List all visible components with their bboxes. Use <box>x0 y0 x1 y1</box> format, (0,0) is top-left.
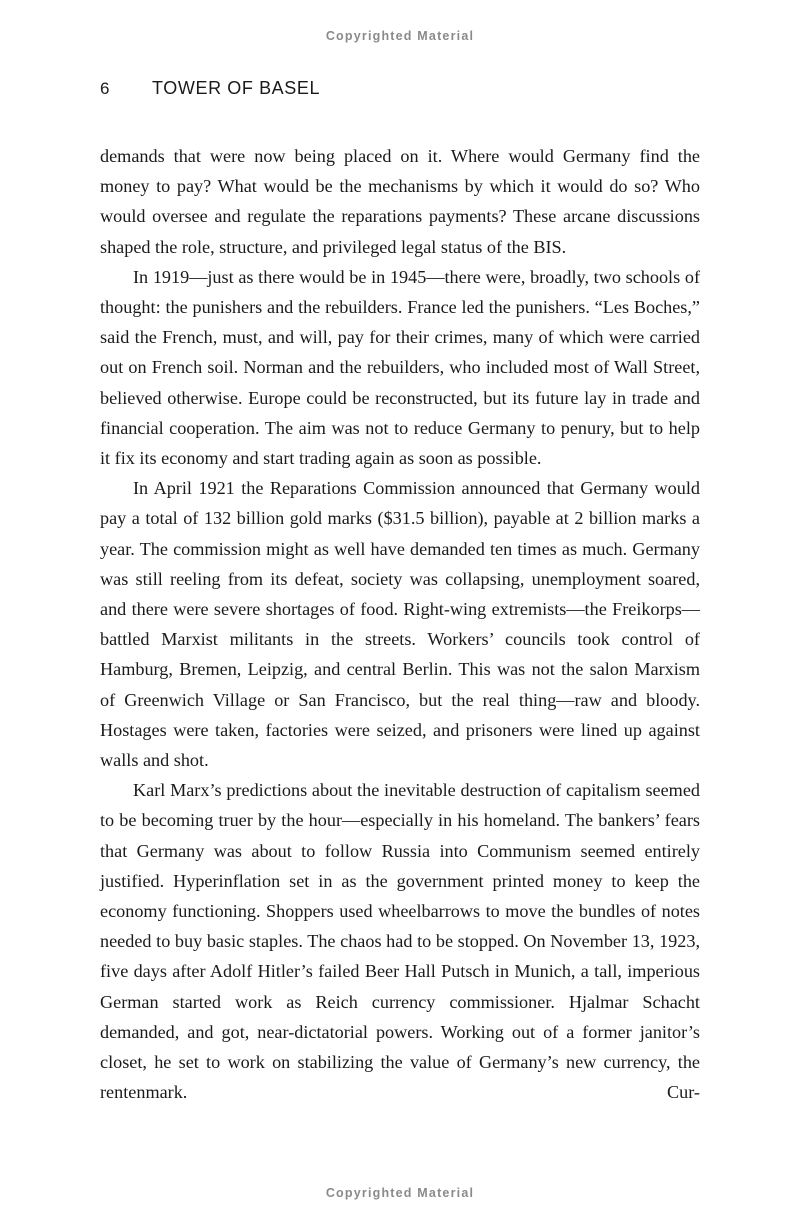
book-title: TOWER OF BASEL <box>152 78 321 98</box>
body-text <box>100 141 700 1108</box>
paragraph-4: Karl Marx’s predictions about the inevitable destruction of capitalism seemed to be becoming truer by the hour—especially in his homeland. The bankers’ fears that Germany was about to follow Russia into Communism seemed entirely justified. Hyperinflation set in as the government printed money to keep the economy functioning. Shoppers used wheelbarrows to move the bundles of notes needed to buy basic staples. The chaos had to be stopped. On November 13, 1923, five days after Adolf Hitler’s failed Beer Hall Putsch in Munich, a tall, imperious German started work as Reich currency commissioner. Hjalmar Schacht demanded, and got, near-dictatorial powers. Working out of a former janitor’s closet, he set to work on stabilizing the value of Germany’s new currency, the rentenmark. Cur- <box>100 780 700 1103</box>
copyright-watermark-top: Copyrighted Material <box>325 29 475 43</box>
paragraph-3: In April 1921 the Reparations Commission announced that Germany would pay a total of 132 billion gold marks ($31.5 billion), payable at 2 billion marks a year. The commission might as well have demanded ten times as much. Germany was still reeling from its defeat, society was collapsing, unemployment soared, and there were severe shortages of food. Right-wing extremists—the Freikorps—battled Marxist militants in the streets. Workers’ councils took control of Hamburg, Bremen, Leipzig, and central Berlin. This was not the salon Marxism of Greenwich Village or San Francisco, but the real thing—raw and bloody. Hostages were taken, factories were seized, and prisoners were lined up against walls and shot. <box>100 478 700 771</box>
copyright-watermark-bottom: Copyrighted Material <box>325 1186 475 1200</box>
page-number: 6 <box>100 79 110 98</box>
running-head <box>100 78 700 99</box>
paragraph-2: In 1919—just as there would be in 1945—there were, broadly, two schools of thought: the punishers and the rebuilders. France led the punishers. “Les Boches,” said the French, must, and will, pay for their crimes, many of which were carried out on French soil. Norman and the rebuilders, who included most of Wall Street, believed otherwise. Europe could be reconstructed, but its future lay in trade and financial cooperation. The aim was not to reduce Germany to penury, but to help it fix its economy and start trading again as soon as possible. <box>100 266 700 469</box>
paragraph-1: demands that were now being placed on it. Where would Germany find the money to pay? What would be the mechanisms by which it would do so? Who would oversee and regulate the reparations payments? These arcane discussions shaped the role, structure, and privileged legal status of the BIS. <box>100 146 700 257</box>
